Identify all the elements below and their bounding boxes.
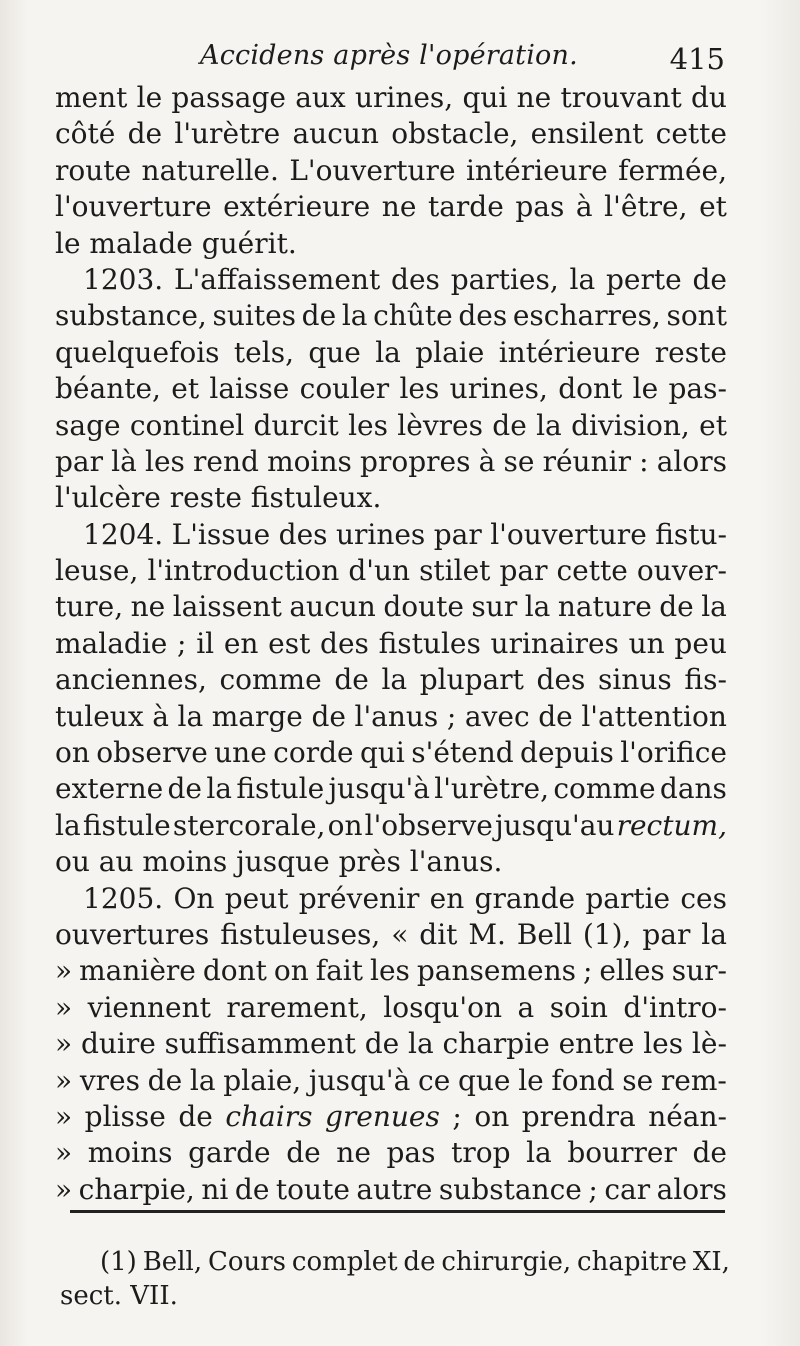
text-line: par là les rend moins propres à se réunir : alors <box>55 444 727 478</box>
paragraph-1205-start: 1205. On peut prévenir en grande partie ces <box>83 881 727 915</box>
paragraph-1204-start: 1204. L'issue des urines par l'ouverture fistu- <box>83 517 727 551</box>
text-line: l'ulcère reste fistuleux. <box>55 481 382 515</box>
text-line: sage continel durcit les lèvres de la division, et <box>55 408 727 442</box>
text-line: ment le passage aux urines, qui ne trouvant du <box>55 81 727 114</box>
text-line: route naturelle. L'ouverture intérieure fermée, <box>55 153 727 187</box>
footnote-rule <box>70 1210 725 1213</box>
text-line: anciennes, comme de la plupart des sinus fis- <box>55 663 727 697</box>
text-line: ture, ne laissent aucun doute sur la nature de la <box>55 590 727 624</box>
text-line: ouvertures fistuleuses, « dit M. Bell (1), par la <box>55 917 727 951</box>
text-line: externe de la fistule jusqu'à l'urètre, comme dans <box>55 772 727 806</box>
quote-line: » charpie, ni de toute autre substance ; car alors <box>55 1172 727 1206</box>
page-number: 415 <box>669 42 725 76</box>
text-line: le malade guérit. <box>55 226 297 260</box>
quote-line: » plisse de chairs grenues ; on prendra néan- <box>55 1099 727 1133</box>
text-line: maladie ; il en est des fistules urinaires un peu <box>55 626 727 660</box>
text-line: côté de l'urètre aucun obstacle, ensilent cette <box>55 117 727 151</box>
paragraph-1203-start: 1203. L'affaissement des parties, la perte de <box>83 262 727 296</box>
body-text <box>55 80 727 1208</box>
text-line: quelquefois tels, que la plaie intérieure reste <box>55 335 727 369</box>
running-title: Accidens après l'opération. <box>200 40 578 71</box>
text-line: l'ouverture extérieure ne tarde pas à l'être, et <box>55 190 727 224</box>
footnote <box>60 1245 730 1313</box>
quote-line: » duire suffisamment de la charpie entre les lè- <box>55 1027 727 1061</box>
text-line: substance, suites de la chûte des escharres, sont <box>55 299 727 333</box>
text-line-rectum: la fistule stercorale, on l'observe jusqu'au rectum, <box>55 808 727 842</box>
footnote-line: sect. VII. <box>60 1281 178 1311</box>
quote-line: » vres de la plaie, jusqu'à ce que le fond se rem- <box>55 1063 727 1097</box>
text-line: béante, et laisse couler les urines, dont le pas- <box>55 372 727 406</box>
quote-line: » moins garde de ne pas trop la bourrer de <box>55 1136 727 1170</box>
text-line: on observe une corde qui s'étend depuis l'orifice <box>55 736 727 770</box>
footnote-line: (1) Bell, Cours complet de chirurgie, chapitre XI, <box>100 1247 730 1277</box>
text-line: leuse, l'introduction d'un stilet par cette ouver- <box>55 554 727 588</box>
text-line: ou au moins jusque près l'anus. <box>55 845 503 879</box>
quote-line: » manière dont on fait les pansemens ; elles sur- <box>55 954 727 988</box>
quote-line: » viennent rarement, losqu'on a soin d'intro- <box>55 990 727 1024</box>
text-line: tuleux à la marge de l'anus ; avec de l'attention <box>55 699 727 733</box>
